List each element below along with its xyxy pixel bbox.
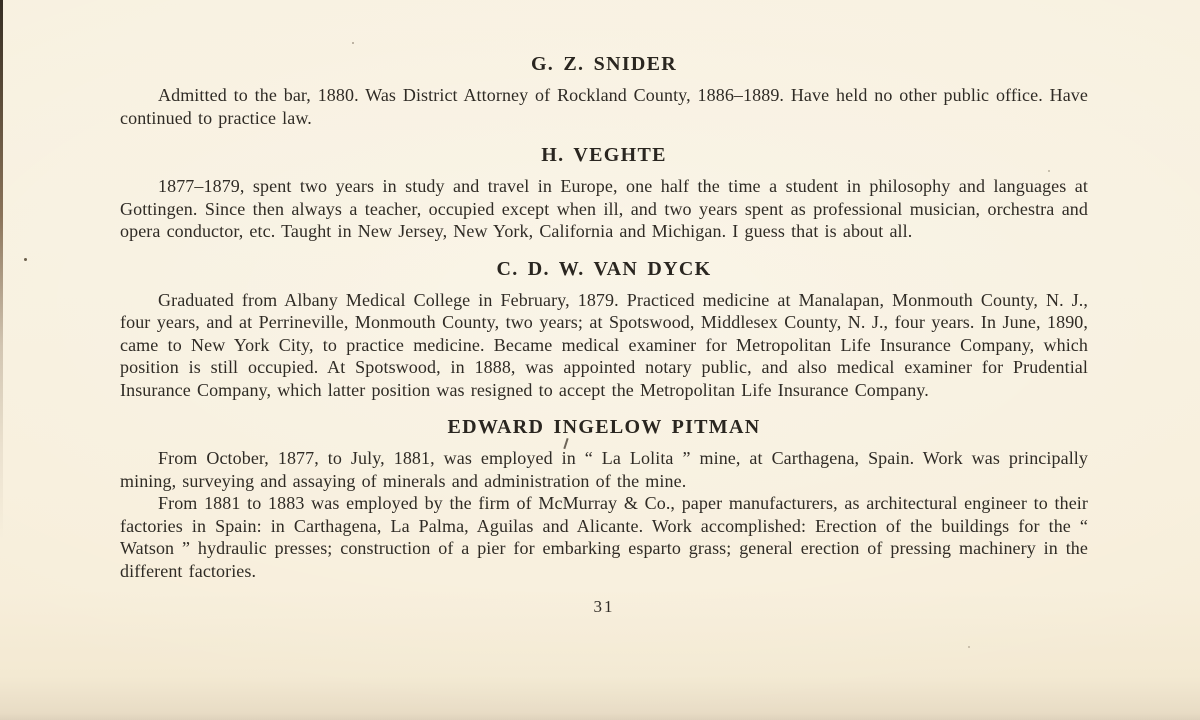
entry-heading: G. Z. SNIDER: [530, 53, 678, 75]
entry-heading: EDWARD INGELOW PITMAN: [447, 416, 761, 438]
binding-edge-shadow: [0, 0, 3, 720]
entry-paragraph: Graduated from Albany Medical College in February, 1879. Practiced medicine at Manalapan, Monmouth County, N. J., four years, and at Perrineville, Monmouth County, two years; at Spotswood, Middlesex County, N. J., four years. In June, 1890, came to New York City, to practice medicine. Became medical examiner for Metropolitan Life Insurance Company, which position is still occupied. At Spotswood, in 1888, was appointed notary public, and also medical examiner for Prudential Insurance Company, which latter position was resigned to accept the Metropolitan Life Insurance Company.: [120, 289, 1088, 400]
entry-heading: C. D. W. VAN DYCK: [496, 257, 712, 280]
entry-paragraph: From 1881 to 1883 was employed by the firm of McMurray & Co., paper manufacturers, as architectural engineer to their factories in Spain: in Carthagena, La Palma, Aguilas and Alicante. Work accomplished: Erection of the buildings for the “ Watson ” hydraulic presses; construction of a pier for embarking esparto grass; general erection of pressing machinery in the different factories.: [120, 493, 1088, 581]
entry-snider: [120, 52, 1088, 129]
entry-paragraph: From October, 1877, to July, 1881, was employed in “ La Lolita ” mine, at Carthagena, Spain. Work was principally mining, surveying and assaying of minerals and administration of the mine.: [120, 448, 1088, 491]
entry-pitman: [120, 415, 1088, 582]
page-number: 31: [593, 597, 615, 616]
scan-speck: [1048, 170, 1050, 172]
entry-paragraph: 1877–1879, spent two years in study and travel in Europe, one half the time a student in philosophy and languages at Gottingen. Since then always a teacher, occupied except when ill, and two years spent as professional musician, orchestra and opera conductor, etc. Taught in New Jersey, New York, California and Michigan. I guess that is about all.: [120, 176, 1088, 241]
entry-van-dyck: [120, 257, 1088, 402]
scan-speck: [968, 646, 970, 648]
scan-speck: [24, 258, 27, 261]
entry-paragraph: Admitted to the bar, 1880. Was District Attorney of Rockland County, 1886–1889. Have held no other public office. Have continued to practice law.: [120, 85, 1088, 128]
scan-speck: [352, 42, 354, 44]
entry-veghte: [120, 143, 1088, 243]
entry-heading: H. VEGHTE: [541, 144, 667, 166]
